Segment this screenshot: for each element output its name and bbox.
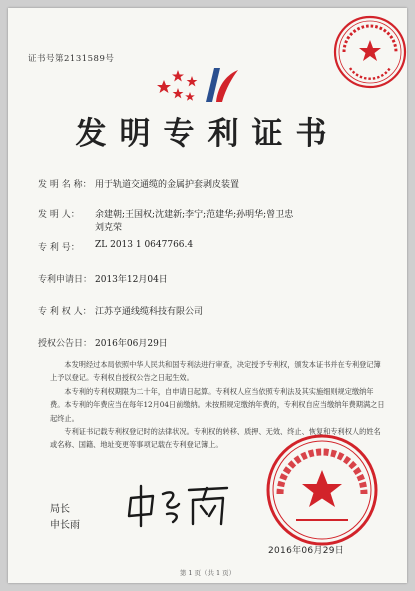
inventors-value-line2: 刘克荣	[95, 223, 123, 233]
inventors-value-line1: 余建朝;王国权;沈建新;李宁;范建华;孙明华;曾卫忠	[95, 210, 294, 220]
certificate-page	[8, 8, 407, 583]
issue-date: 2016年06月29日	[268, 546, 345, 556]
patentee-value: 江苏亨通线缆科技有限公司	[95, 307, 204, 317]
logo-red-shape	[216, 70, 238, 102]
invention-name-value: 用于轨道交通缆的金属护套剥皮装置	[95, 180, 240, 190]
seal-star	[359, 40, 381, 61]
page-prefix: 第	[179, 569, 187, 577]
page-current: 1	[188, 569, 193, 577]
director-title-label: 局长	[50, 504, 70, 515]
patentee-label: 专 利 权 人：	[38, 307, 92, 317]
director-name-label: 申长雨	[50, 520, 80, 531]
page-suffix: 页）	[222, 569, 236, 577]
patent-number-label: 专 利 号：	[38, 243, 80, 253]
star-3	[173, 88, 184, 98]
star-2	[172, 70, 184, 82]
filing-date-label: 专利申请日：	[38, 275, 93, 285]
filing-date-value: 2013年12月04日	[95, 275, 168, 285]
body-paragraph-3: 专利证书记载专利权登记时的法律状况。专利权的转移、质押、无效、终止、恢复和专利权人的姓名或名称、国籍、地址变更等事项记载在专利登记簿上。	[50, 427, 381, 450]
body-paragraph-1: 本发明经过本局依照中华人民共和国专利法进行审查，决定授予专利权，颁发本证书并在专利登记簿上予以登记。专利权自授权公告之日起生效。	[50, 360, 381, 383]
star-1	[157, 80, 171, 93]
patent-office-emblem	[156, 66, 240, 104]
top-right-seal	[330, 12, 410, 92]
body-paragraph-2: 本专利的专利权期限为二十年，自申请日起算。专利权人应当依照专利法及其实施细则规定缴纳年费。本专利的年费应当在每年12月04日前缴纳。未按照规定缴纳年费的，专利权自应当缴纳年费期满之日起终止。	[50, 386, 385, 423]
invention-name-label: 发 明 名 称：	[38, 180, 92, 190]
star-4	[187, 76, 198, 86]
director-signature	[123, 480, 233, 530]
page-middle: 页（共	[194, 569, 214, 577]
star-5	[185, 92, 195, 101]
page-total: 1	[216, 569, 221, 577]
official-seal	[264, 432, 380, 548]
inventors-label: 发 明 人：	[38, 210, 80, 220]
seal-center-star	[302, 470, 342, 507]
grant-date-value: 2016年06月29日	[95, 339, 168, 349]
patent-number-value: ZL 2013 1 0647766.4	[95, 240, 194, 250]
page-number	[8, 568, 407, 577]
certificate-number: 证书号第2131589号	[28, 54, 115, 64]
certificate-title: 发明专利证书	[75, 116, 340, 152]
grant-date-label: 授权公告日：	[38, 339, 93, 349]
